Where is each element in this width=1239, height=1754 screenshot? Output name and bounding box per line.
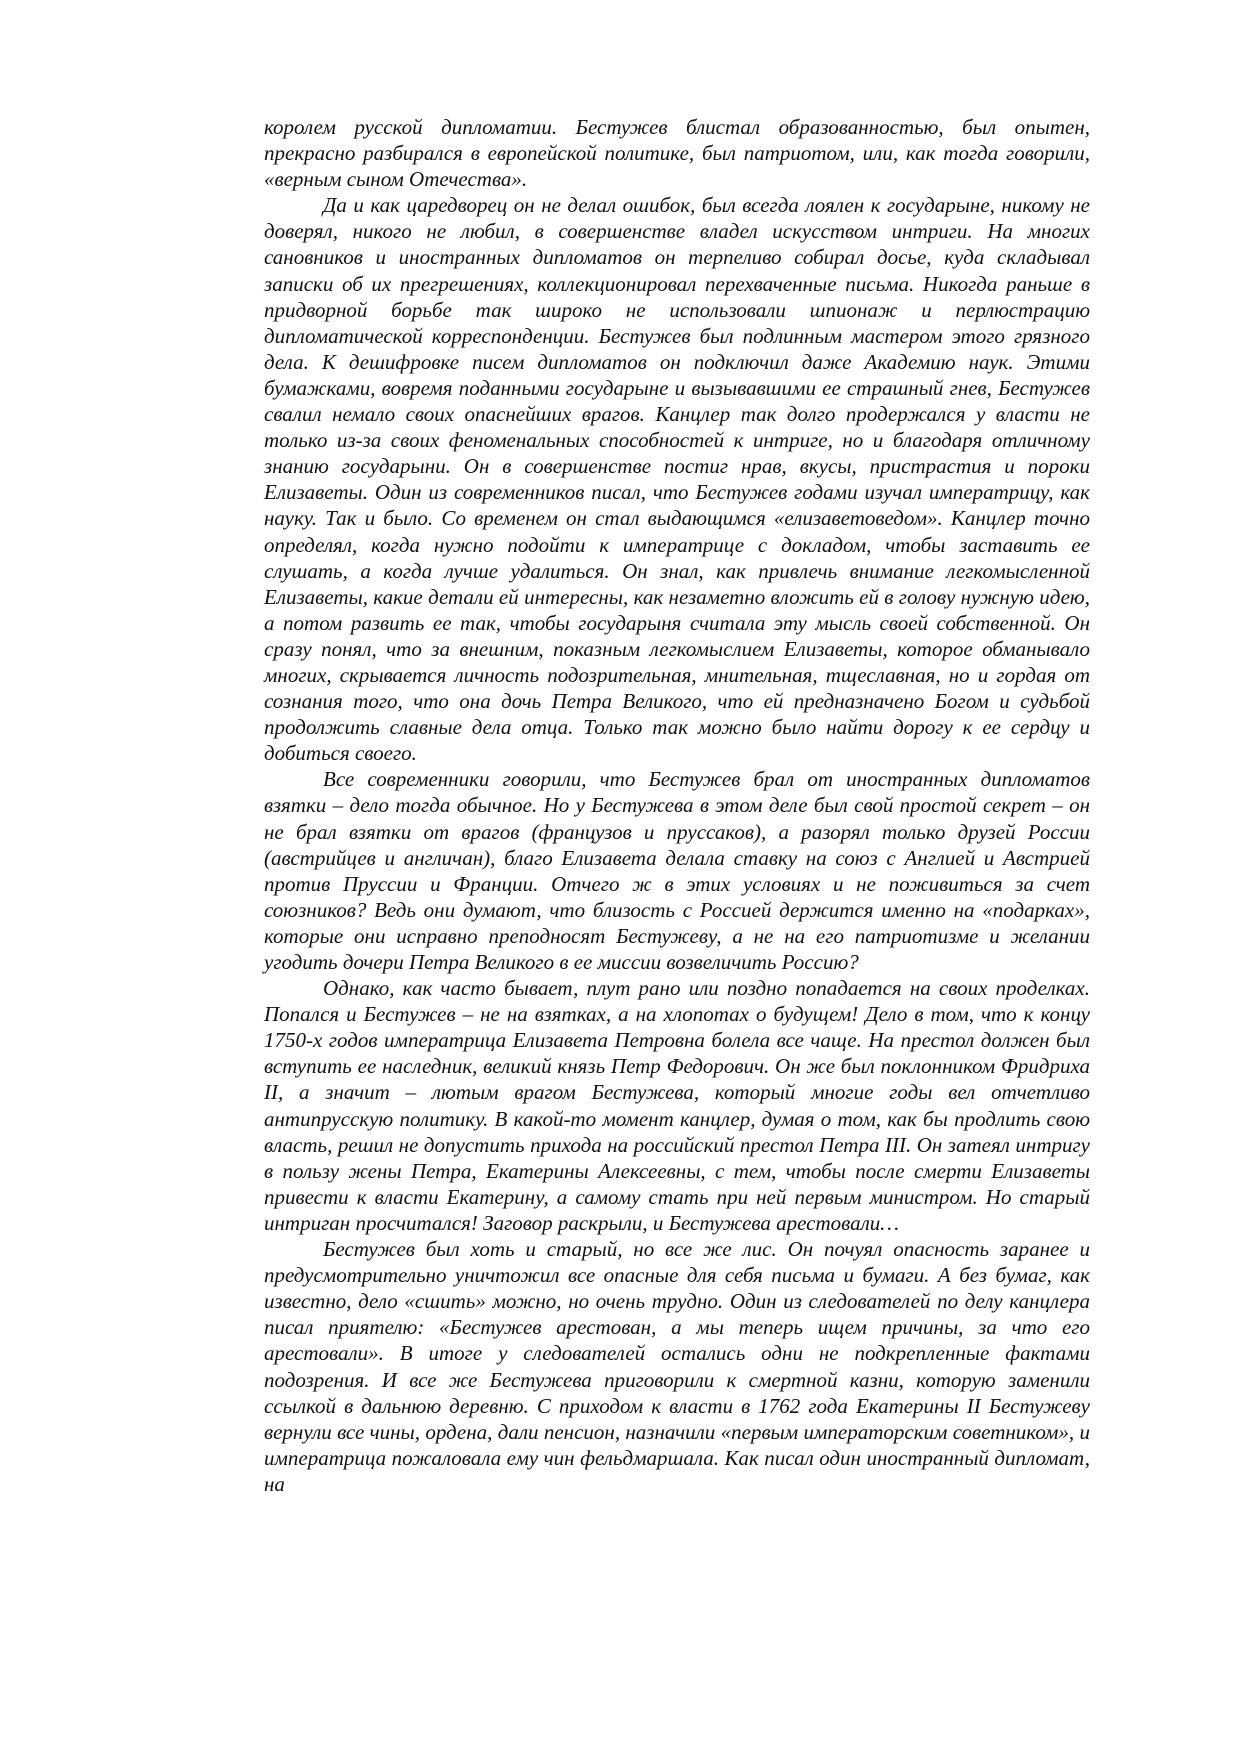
paragraph-1: королем русской дипломатии. Бестужев блистал образованностью, был опытен, прекрасно разбирался в европейской политике, был патриотом, или, как тогда говорили, «верным сыном Отечества».	[264, 115, 1090, 192]
document-page	[264, 114, 1090, 1497]
paragraph-4: Однако, как часто бывает, плут рано или поздно попадается на своих проделках. Попался и Бестужев – не на взятках, а на хлопотах о будущем! Дело в том, что к концу 1750-х годов императрица Елизавета Петровна болела все чаще. На престол должен был вступить ее наследник, великий князь Петр Федорович. Он же был поклонником Фридриха II, а значит – лютым врагом Бестужева, который многие годы вел отчетливо антипрусскую политику. В какой-то момент канцлер, думая о том, как бы продлить свою власть, решил не допустить прихода на российский престол Петра III. Он затеял интригу в пользу жены Петра, Екатерины Алексеевны, с тем, чтобы после смерти Елизаветы привести к власти Екатерину, а самому стать при ней первым министром. Но старый интриган просчитался! Заговор раскрыли, и Бестужева арестовали…	[264, 976, 1090, 1235]
paragraph-3: Все современники говорили, что Бестужев брал от иностранных дипломатов взятки – дело тогда обычное. Но у Бестужева в этом деле был свой простой секрет – он не брал взятки от врагов (французов и пруссаков), а разорял только друзей России (австрийцев и англичан), благо Елизавета делала ставку на союз с Англией и Австрией против Пруссии и Франции. Отчего ж в этих условиях и не поживиться за счет союзников? Ведь они думают, что близость с Россией держится именно на «подарках», которые они исправно преподносят Бестужеву, а не на его патриотизме и желании угодить дочери Петра Великого в ее миссии возвеличить Россию?	[264, 767, 1090, 974]
paragraph-2: Да и как царедворец он не делал ошибок, был всегда лоялен к государыне, никому не доверял, никого не любил, в совершенстве владел искусством интриги. На многих сановников и иностранных дипломатов он терпеливо собирал досье, куда складывал записки об их прегрешениях, коллекционировал перехваченные письма. Никогда раньше в придворной борьбе так широко не использовали шпионаж и перлюстрацию дипломатической корреспонденции. Бестужев был подлинным мастером этого грязного дела. К дешифровке писем дипломатов он подключил даже Академию наук. Этими бумажками, вовремя поданными государыне и вызывавшими ее страшный гнев, Бестужев свалил немало своих опаснейших врагов. Канцлер так долго продержался у власти не только из-за своих феноменальных способностей к интриге, но и благодаря отличному знанию государыни. Он в совершенстве постиг нрав, вкусы, пристрастия и пороки Елизаветы. Один из современников писал, что Бестужев годами изучал императрицу, как науку. Так и было. Со временем он стал выдающимся «елизаветоведом». Канцлер точно определял, когда нужно подойти к императрице с докладом, чтобы заставить ее слушать, а когда лучше удалиться. Он знал, как привлечь внимание легкомысленной Елизаветы, какие детали ей интересны, как незаметно вложить ей в голову нужную идею, а потом развить ее так, чтобы государыня считала эту мысль своей собственной. Он сразу понял, что за внешним, показным легкомыслием Елизаветы, которое обманывало многих, скрывается личность подозрительная, мнительная, тщеславная, но и гордая от сознания того, что она дочь Петра Великого, что ей предназначено Богом и судьбой продолжить славные дела отца. Только так можно было найти дорогу к ее сердцу и добиться своего.	[264, 193, 1090, 766]
paragraph-5: Бестужев был хоть и старый, но все же лис. Он почуял опасность заранее и предусмотрительно уничтожил все опасные для себя письма и бумаги. А без бумаг, как известно, дело «сшить» можно, но очень трудно. Один из следователей по делу канцлера писал приятелю: «Бестужев арестован, а мы теперь ищем причины, за что его арестовали». В итоге у следователей остались одни не подкрепленные фактами подозрения. И все же Бестужева приговорили к смертной казни, которую заменили ссылкой в дальнюю деревню. С приходом к власти в 1762 года Екатерины II Бестужеву вернули все чины, ордена, дали пенсион, назначили «первым императорским советником», и императрица пожаловала ему чин фельдмаршала. Как писал один иностранный дипломат, на	[264, 1237, 1090, 1496]
